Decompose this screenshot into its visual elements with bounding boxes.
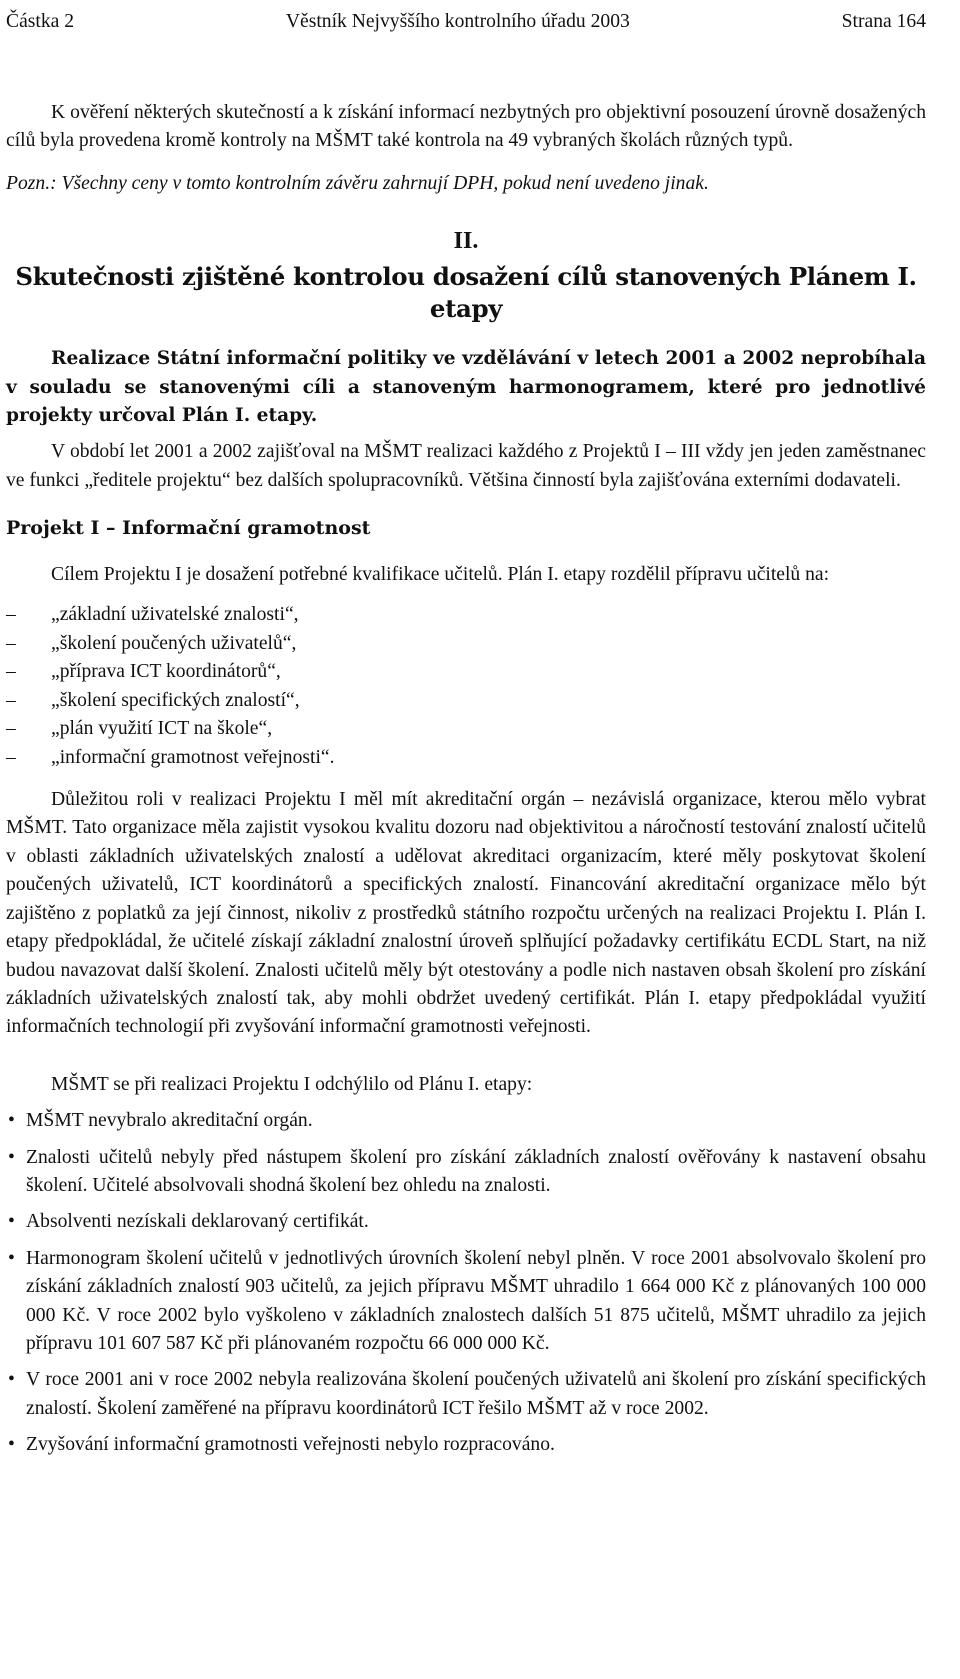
header-publication-title: Věstník Nejvyššího kontrolního úřadu 2003: [285, 11, 630, 32]
project-title: Projekt I – Informační gramotnost: [6, 517, 371, 540]
bullet-icon: •: [8, 1434, 15, 1456]
list-item: • Absolventi nezískali deklarovaný certifikát.: [6, 1208, 926, 1236]
intro-paragraph: K ověření některých skutečností a k získání informací nezbytných pro objektivní posouzení úrovně dosažených cílů byla provedena kromě kontroly na MŠMT také kontrola na 49 vybraných školách různých typů.: [6, 102, 926, 152]
list-item: • Zvyšování informační gramotnosti veřejnosti nebylo rozpracováno.: [6, 1431, 926, 1459]
list-item: – „plán využití ICT na škole“,: [6, 715, 926, 744]
dash-icon: –: [6, 661, 16, 683]
header-page-number: Strana 164: [841, 11, 926, 32]
list-item: • MŠMT nevybralo akreditační orgán.: [6, 1107, 926, 1135]
accreditation-paragraph: Důležitou roli v realizaci Projektu I měl mít akreditační orgán – nezávislá organizace, kterou mělo vybrat MŠMT. Tato organizace měla zajistit vysokou kvalitu dozoru nad objektivitou a náročností testování znalostí učitelů v oblasti základních uživatelských znalostí a udělovat akreditaci organizacím, které měly poskytovat školení poučených uživatelů, ICT koordinátorů a specifických znalostí. Financování akreditační organizace mělo být zajištěno z poplatků za její činnost, nikoliv z prostředků státního rozpočtu určených na realizaci Projektu I. Plán I. etapy předpokládal, že učitelé získají základní znalostní úroveň splňující požadavky certifikátu ECDL Start, na niž budou navazovat další školení. Znalosti učitelů měly být otestovány a podle nich nastaven obsah školení pro získání základních uživatelských znalostí tak, aby mohli obdržet uvedený certifikát. Plán I. etapy předpokládal využití informačních technologií při zvyšování informační gramotnosti veřejnosti.: [6, 789, 926, 1038]
list-item: – „základní uživatelské znalosti“,: [6, 601, 926, 630]
dash-icon: –: [6, 746, 16, 768]
list-item: – „školení specifických znalostí“,: [6, 687, 926, 716]
bullet-icon: •: [8, 1146, 15, 1168]
header-issue: Částka 2: [6, 11, 75, 32]
training-list: [6, 601, 926, 772]
list-item: – „příprava ICT koordinátorů“,: [6, 658, 926, 687]
bullet-icon: •: [8, 1110, 15, 1132]
deviation-intro: MŠMT se při realizaci Projektu I odchýlilo od Plánu I. etapy:: [51, 1073, 533, 1095]
bullet-icon: •: [8, 1211, 15, 1233]
dash-icon: –: [6, 718, 16, 740]
list-item: – „informační gramotnost veřejnosti“.: [6, 744, 926, 773]
section-title: Skutečnosti zjištěné kontrolou dosažení cílů stanovených Plánem I. etapy: [15, 262, 917, 324]
dash-icon: –: [6, 604, 16, 626]
period-paragraph: V období let 2001 a 2002 zajišťoval na MŠMT realizaci každého z Projektů I – III vždy jen jeden zaměstnanec ve funkci „ředitele projektu“ bez dalších spolupracovníků. Většina činností byla zajišťována externími dodavateli.: [6, 441, 926, 491]
summary-paragraph: Realizace Státní informační politiky ve vzdělávání v letech 2001 a 2002 neprobíhala v souladu se stanovenými cíli a stanoveným harmonogramem, které pro jednotlivé projekty určoval Plán I. etapy.: [6, 348, 926, 427]
dash-icon: –: [6, 632, 16, 654]
deviation-list: [6, 1107, 926, 1459]
list-item: • Znalosti učitelů nebyly před nástupem školení pro získání základních znalostí ověřovány k nastavení obsahu školení. Učitelé absolvovali shodná školení bez ohledu na znalosti.: [6, 1144, 926, 1201]
bullet-icon: •: [8, 1247, 15, 1269]
list-item: • V roce 2001 ani v roce 2002 nebyla realizována školení poučených uživatelů ani školení pro získání specifických znalostí. Školení zaměřené na přípravu koordinátorů ICT řešilo MŠMT až v roce 2002.: [6, 1366, 926, 1423]
section-number: II.: [453, 228, 479, 255]
list-item: • Harmonogram školení učitelů v jednotlivých úrovních školení nebyl plněn. V roce 2001 absolvovalo školení pro získání základních znalostí 903 učitelů, za jejich přípravu MŠMT uhradilo 1 664 000 Kč z plánovaných 100 000 000 Kč. V roce 2002 bylo vyškoleno v základních znalostech dalších 51 875 učitelů, MŠMT uhradilo za jejich přípravu 101 607 587 Kč při plánovaném rozpočtu 66 000 000 Kč.: [6, 1245, 926, 1359]
page-header: [6, 8, 926, 36]
list-item: – „školení poučených uživatelů“,: [6, 630, 926, 659]
project-goal: Cílem Projektu I je dosažení potřebné kvalifikace učitelů. Plán I. etapy rozdělil přípravu učitelů na:: [51, 563, 830, 585]
price-note: Pozn.: Všechny ceny v tomto kontrolním závěru zahrnují DPH, pokud není uvedeno jinak.: [6, 172, 709, 194]
dash-icon: –: [6, 689, 16, 711]
bullet-icon: •: [8, 1369, 15, 1391]
